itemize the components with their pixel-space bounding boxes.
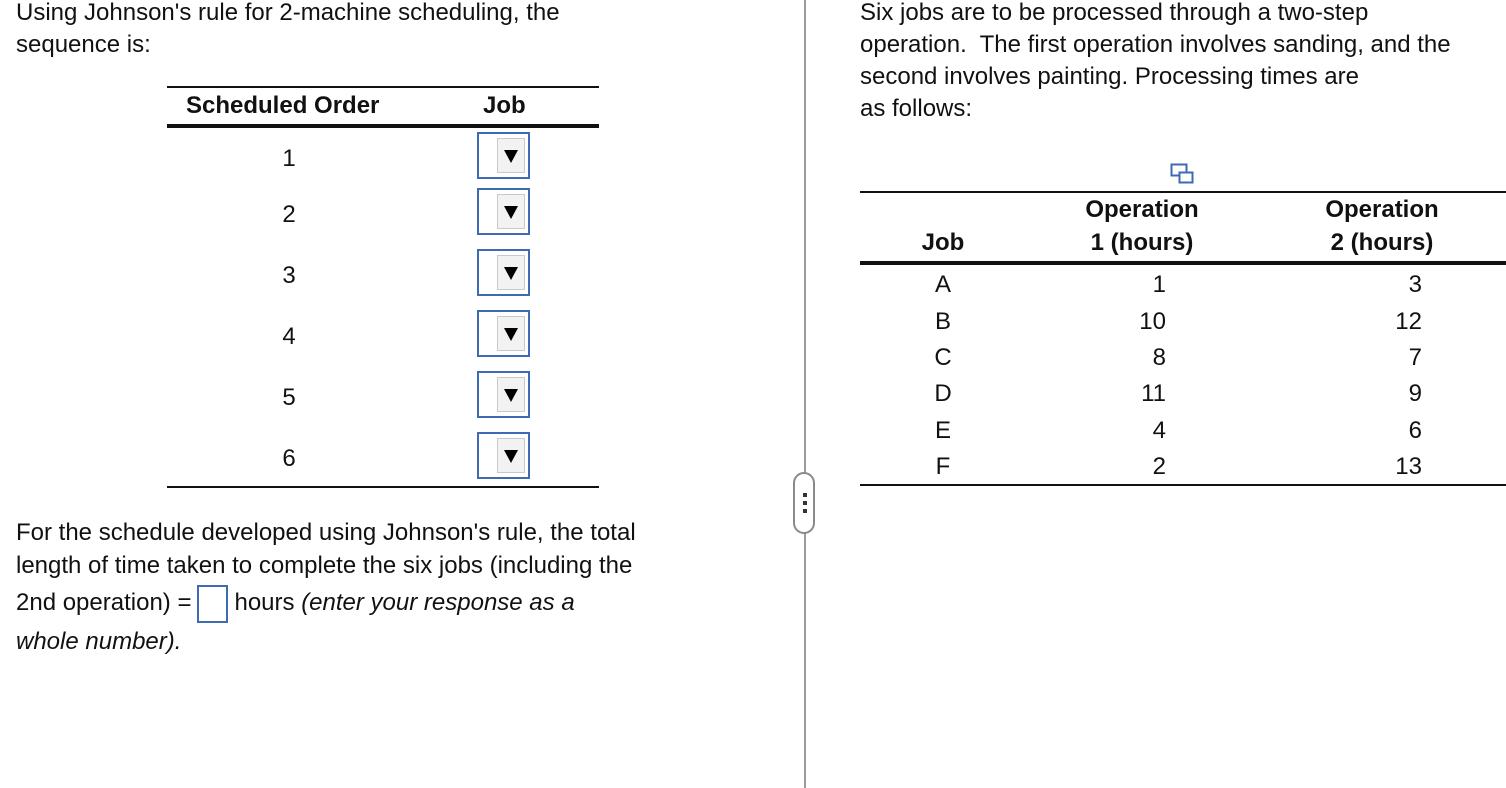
question-prefix: 2nd operation) = <box>16 589 192 616</box>
pane-divider[interactable] <box>804 0 806 788</box>
triangle-down-icon <box>503 326 519 342</box>
right-intro-line2: operation. The first operation involves sanding, and the <box>860 31 1451 58</box>
job-select-5[interactable] <box>477 371 530 418</box>
data-table-bottom-rule <box>860 484 1506 486</box>
question-hint-a: (enter your response as a <box>301 589 575 616</box>
data-table-header-rule <box>860 261 1506 265</box>
op1-cell: 11 <box>1141 380 1166 407</box>
data-header-job: Job <box>921 229 965 256</box>
triangle-down-icon <box>503 204 519 220</box>
schedule-order-2: 2 <box>282 201 296 228</box>
op2-cell: 6 <box>1408 417 1422 444</box>
op1-cell: 8 <box>1152 344 1166 371</box>
schedule-order-5: 5 <box>282 384 296 411</box>
right-intro-line1: Six jobs are to be processed through a two-step <box>860 0 1369 26</box>
question-line3 <box>16 584 636 623</box>
schedule-header-job: Job <box>483 92 526 119</box>
data-header-op1-line2: 1 (hours) <box>1090 229 1194 256</box>
op2-cell: 3 <box>1408 271 1422 298</box>
triangle-down-icon <box>503 448 519 464</box>
schedule-order-6: 6 <box>282 445 296 472</box>
job-cell: F <box>935 453 951 480</box>
job-cell: A <box>934 271 951 298</box>
job-select-4[interactable] <box>477 310 530 357</box>
handle-dot <box>803 493 807 497</box>
job-select-1-dropdown-button[interactable] <box>497 138 525 173</box>
job-select-2-dropdown-button[interactable] <box>497 194 525 229</box>
right-intro-line4: as follows: <box>860 95 973 122</box>
copy-icon <box>1170 163 1196 185</box>
copy-table-icon[interactable] <box>1170 163 1196 192</box>
job-select-2[interactable] <box>477 188 530 235</box>
job-cell: D <box>934 380 952 407</box>
question-line1: For the schedule developed using Johnson's rule, the total <box>16 519 636 546</box>
question-line4 <box>16 623 636 661</box>
op1-cell: 2 <box>1152 453 1166 480</box>
question-block <box>16 516 636 661</box>
handle-dot <box>803 501 807 505</box>
right-intro-line3: second involves painting. Processing times are <box>860 63 1359 90</box>
schedule-order-4: 4 <box>282 323 296 350</box>
job-select-6-dropdown-button[interactable] <box>497 438 525 473</box>
schedule-table-top-rule <box>167 86 599 88</box>
job-select-4-dropdown-button[interactable] <box>497 316 525 351</box>
data-table-top-rule <box>860 191 1506 193</box>
question-line2: length of time taken to complete the six jobs (including the <box>16 552 633 579</box>
job-select-3[interactable] <box>477 249 530 296</box>
data-header-op2-line2: 2 (hours) <box>1330 229 1434 256</box>
left-intro-line2: sequence is: <box>16 31 151 58</box>
triangle-down-icon <box>503 265 519 281</box>
op2-cell: 13 <box>1395 453 1422 480</box>
job-select-1[interactable] <box>477 132 530 179</box>
triangle-down-icon <box>503 148 519 164</box>
op2-cell: 12 <box>1395 308 1422 335</box>
triangle-down-icon <box>503 387 519 403</box>
right-intro <box>860 0 1451 125</box>
op2-cell: 7 <box>1408 344 1422 371</box>
question-hint-b: whole number). <box>16 627 182 655</box>
job-select-5-dropdown-button[interactable] <box>497 377 525 412</box>
op1-cell: 1 <box>1152 271 1166 298</box>
pane-resize-handle[interactable] <box>793 472 815 534</box>
question-unit: hours <box>234 589 295 616</box>
schedule-table-header-rule <box>167 124 599 128</box>
job-select-3-dropdown-button[interactable] <box>497 255 525 290</box>
op1-cell: 4 <box>1152 417 1166 444</box>
job-select-6[interactable] <box>477 432 530 479</box>
schedule-order-3: 3 <box>282 262 296 289</box>
schedule-header-order: Scheduled Order <box>186 92 380 119</box>
left-intro <box>16 0 560 61</box>
total-time-input[interactable] <box>197 585 228 623</box>
job-cell: C <box>934 344 952 371</box>
op1-cell: 10 <box>1139 308 1166 335</box>
job-cell: E <box>934 417 951 444</box>
data-header-op1-line1: Operation <box>1085 196 1199 223</box>
op2-cell: 9 <box>1408 380 1422 407</box>
schedule-order-1: 1 <box>282 145 296 172</box>
data-header-op2-line1: Operation <box>1325 196 1439 223</box>
handle-dot <box>803 509 807 513</box>
schedule-table-bottom-rule <box>167 486 599 488</box>
job-cell: B <box>934 308 951 335</box>
left-intro-line1: Using Johnson's rule for 2-machine scheduling, the <box>16 0 560 26</box>
